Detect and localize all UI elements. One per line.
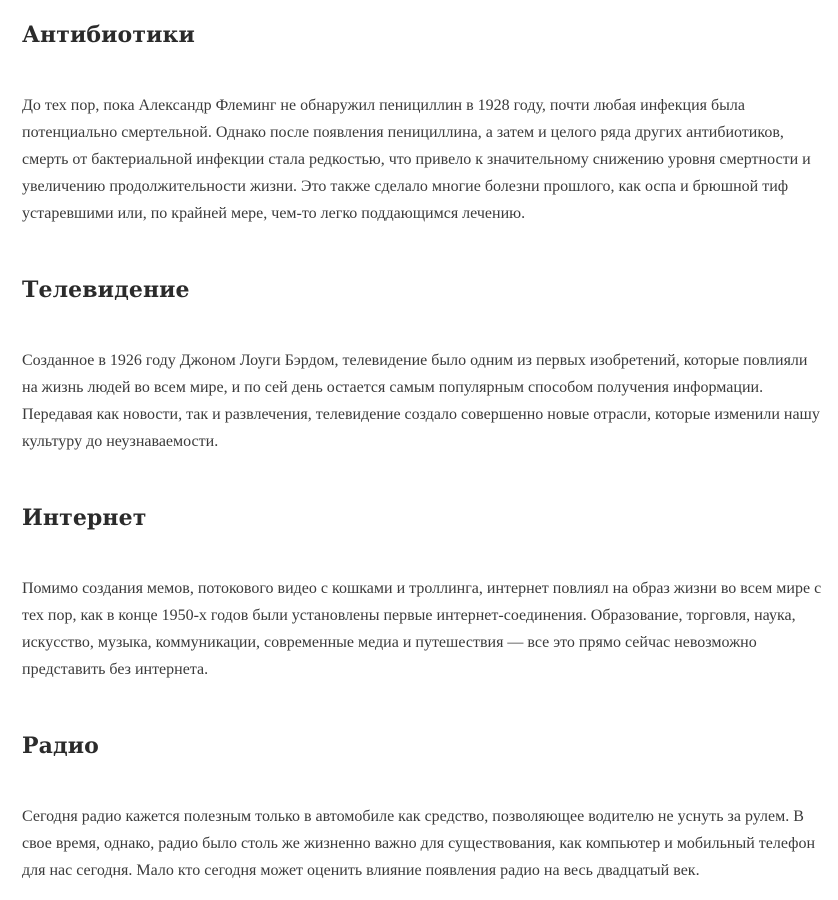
section-radio xyxy=(22,731,824,884)
section-heading: Антибиотики xyxy=(22,22,195,48)
section-internet xyxy=(22,503,824,683)
section-television xyxy=(22,275,824,455)
section-paragraph: Помимо создания мемов, потокового видео с кошками и троллинга, интернет повлиял на образ жизни во всем мире с тех пор, как в конце 1950-х годов были установлены первые интернет-соединения. Образование, торговля, наука, искусство, музыка, коммуникации, современные медиа и путешествия — все это прямо сейчас невозможно представить без интернета. xyxy=(22,580,822,678)
section-paragraph: Созданное в 1926 году Джоном Лоуги Бэрдом, телевидение было одним из первых изобретений, которые повлияли на жизнь людей во всем мире, и по сей день остается самым популярным способом получения информации. Передавая как новости, так и развлечения, телевидение создало совершенно новые отрасли, которые изменили нашу культуру до неузнаваемости. xyxy=(22,352,820,450)
section-paragraph: До тех пор, пока Александр Флеминг не обнаружил пенициллин в 1928 году, почти любая инфекция была потенциально смертельной. Однако после появления пенициллина, а затем и целого ряда других антибиотиков, смерть от бактериальной инфекции стала редкостью, что привело к значительному снижению уровня смертности и увеличению продолжительности жизни. Это также сделало многие болезни прошлого, как оспа и брюшной тиф устаревшими или, по крайней мере, чем-то легко поддающимся лечению. xyxy=(22,97,811,222)
section-heading: Телевидение xyxy=(22,277,190,303)
section-antibiotics xyxy=(22,20,824,227)
section-heading: Интернет xyxy=(22,505,147,531)
section-paragraph: Сегодня радио кажется полезным только в автомобиле как средство, позволяющее водителю не уснуть за рулем. В свое время, однако, радио было столь же жизненно важно для существования, как компьютер и мобильный телефон для нас сегодня. Мало кто сегодня может оценить влияние появления радио на весь двадцатый век. xyxy=(22,808,816,879)
section-heading: Радио xyxy=(22,733,99,759)
